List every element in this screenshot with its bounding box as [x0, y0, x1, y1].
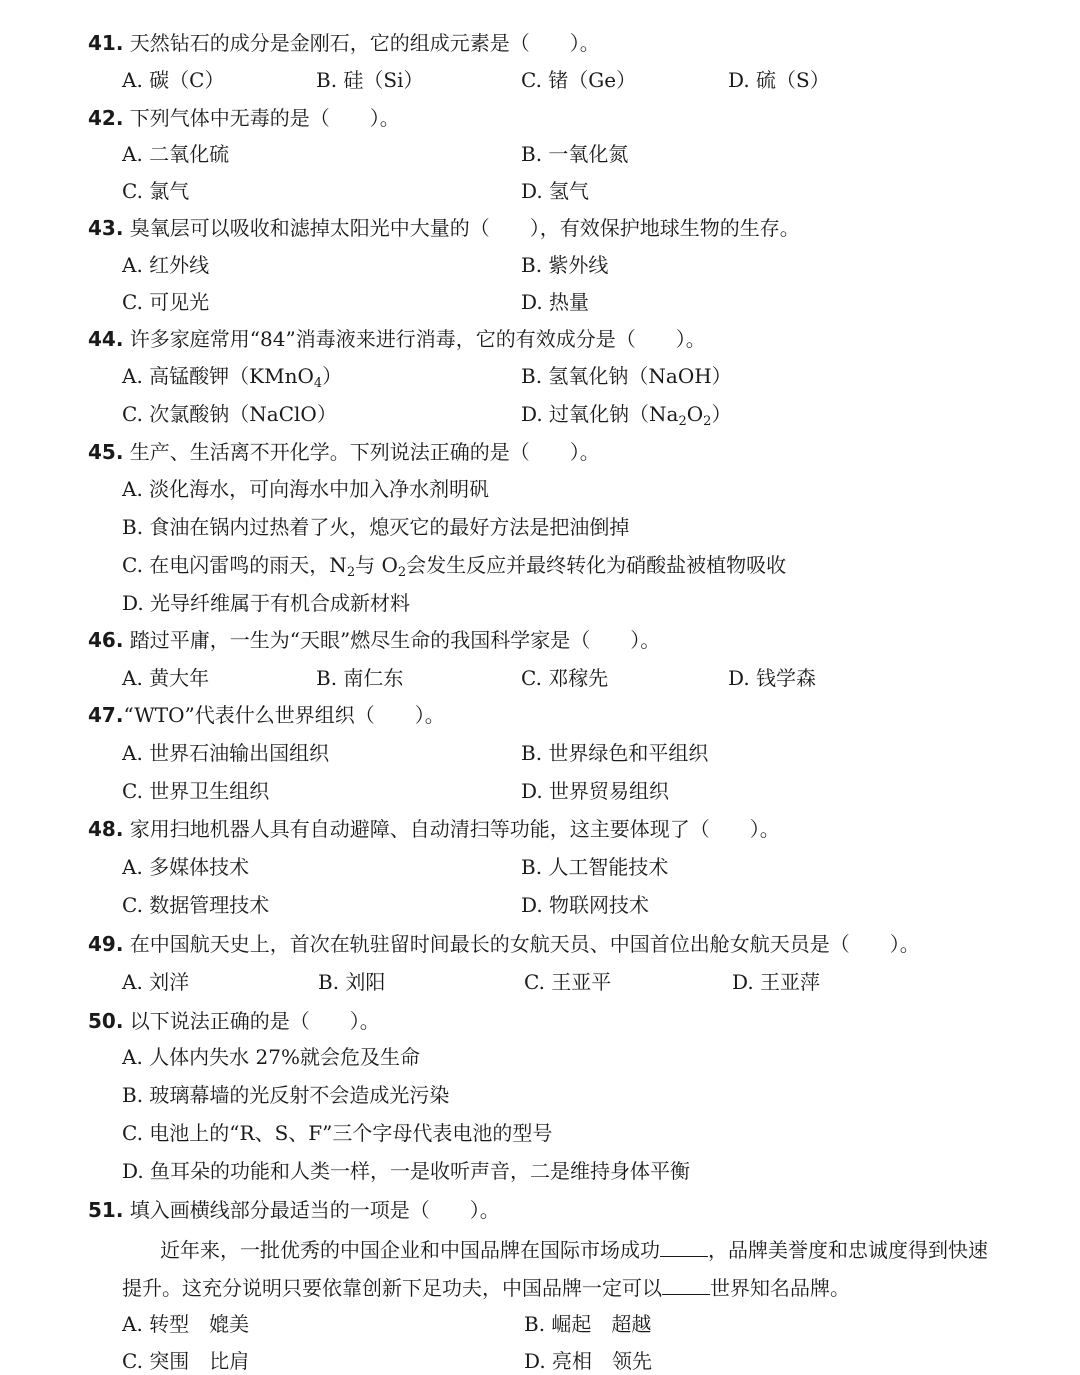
- subscript: 2: [397, 565, 407, 580]
- subscript: 2: [346, 565, 356, 580]
- option: A. 世界石油输出国组织: [122, 741, 330, 765]
- question-47-stem: [88, 701, 445, 729]
- option: B. 紫外线: [521, 253, 609, 277]
- option-text: ）: [322, 364, 343, 388]
- passage-line-2: [122, 1274, 850, 1302]
- question-44-stem: [88, 325, 706, 353]
- question-46-stem: [88, 626, 660, 654]
- question-number: 46.: [88, 628, 124, 652]
- option: D. 钱学森: [728, 666, 817, 690]
- option: C. 世界卫生组织: [122, 779, 270, 803]
- question-41-stem: [88, 29, 600, 57]
- option: C. 氯气: [122, 179, 190, 203]
- question-45-stem: [88, 438, 600, 466]
- subscript: 2: [703, 414, 712, 429]
- subscript: 2: [678, 414, 687, 429]
- question-text: 许多家庭常用“84”消毒液来进行消毒，它的有效成分是（ ）。: [129, 327, 706, 351]
- option: D. 硫（S）: [728, 68, 830, 92]
- question-number: 45.: [88, 440, 124, 464]
- question-text: 家用扫地机器人具有自动避障、自动清扫等功能，这主要体现了（ ）。: [129, 817, 780, 841]
- question-number: 41.: [88, 31, 124, 55]
- question-number: 50.: [88, 1009, 124, 1033]
- option: B. 人工智能技术: [521, 855, 669, 879]
- option: B. 南仁东: [316, 666, 404, 690]
- fill-blank[interactable]: [662, 1276, 710, 1295]
- option: B. 氢氧化钠（NaOH）: [521, 364, 732, 388]
- option: [521, 400, 731, 436]
- option: A. 二氧化硫: [122, 142, 230, 166]
- option: D. 物联网技术: [521, 893, 650, 917]
- option: B. 世界绿色和平组织: [521, 741, 709, 765]
- option: C. 次氯酸钠（NaClO）: [122, 402, 337, 426]
- option: A. 红外线: [122, 253, 210, 277]
- question-51-stem: [88, 1196, 500, 1224]
- option: A. 刘洋: [122, 970, 190, 994]
- passage-text: ，品牌美誉度和忠诚度得到快速: [708, 1238, 988, 1262]
- option: D. 鱼耳朵的功能和人类一样，一是收听声音，二是维持身体平衡: [122, 1159, 691, 1183]
- passage-text: 提升。这充分说明只要依靠创新下足功夫，中国品牌一定可以: [122, 1276, 662, 1300]
- option: A. 黄大年: [122, 666, 210, 690]
- passage-text: 近年来，一批优秀的中国企业和中国品牌在国际市场成功: [160, 1238, 660, 1262]
- option: D. 热量: [521, 290, 590, 314]
- option: C. 王亚平: [524, 970, 612, 994]
- passage-line-1: [160, 1236, 988, 1264]
- option: A. 人体内失水 27%就会危及生命: [122, 1045, 420, 1069]
- passage-text: 世界知名品牌。: [710, 1276, 850, 1300]
- question-49-stem: [88, 930, 920, 958]
- question-text: 在中国航天史上，首次在轨驻留时间最长的女航天员、中国首位出舱女航天员是（ ）。: [129, 932, 920, 956]
- option-text: A. 高锰酸钾（KMnO: [122, 364, 314, 388]
- question-42-stem: [88, 104, 400, 132]
- option: A. 转型 媲美: [122, 1312, 250, 1336]
- option: A. 多媒体技术: [122, 855, 250, 879]
- question-number: 44.: [88, 327, 124, 351]
- option-text: 会发生反应并最终转化为硝酸盐被植物吸收: [406, 553, 787, 577]
- option: [122, 362, 342, 398]
- option: C. 突围 比肩: [122, 1349, 250, 1373]
- fill-blank[interactable]: [660, 1238, 708, 1257]
- option: B. 崛起 超越: [524, 1312, 652, 1336]
- option-text: D. 过氧化钠（Na: [521, 402, 679, 426]
- question-text: 填入画横线部分最适当的一项是（ ）。: [129, 1198, 500, 1222]
- question-text: 臭氧层可以吸收和滤掉太阳光中大量的（ ），有效保护地球生物的生存。: [129, 216, 800, 240]
- question-text: 生产、生活离不开化学。下列说法正确的是（ ）。: [129, 440, 600, 464]
- option: B. 硅（Si）: [316, 68, 424, 92]
- option: C. 电池上的“R、S、F”三个字母代表电池的型号: [122, 1121, 553, 1145]
- option: B. 刘阳: [318, 970, 386, 994]
- question-number: 47.: [88, 703, 124, 727]
- question-text: “WTO”代表什么世界组织（ ）。: [123, 703, 445, 727]
- option-text: O: [686, 402, 704, 426]
- option: D. 王亚萍: [732, 970, 821, 994]
- question-number: 51.: [88, 1198, 124, 1222]
- option: C. 数据管理技术: [122, 893, 270, 917]
- question-number: 42.: [88, 106, 124, 130]
- option: [122, 551, 786, 587]
- question-text: 下列气体中无毒的是（ ）。: [129, 106, 400, 130]
- question-48-stem: [88, 815, 780, 843]
- option: D. 光导纤维属于有机合成新材料: [122, 591, 411, 615]
- question-number: 48.: [88, 817, 124, 841]
- option: B. 玻璃幕墙的光反射不会造成光污染: [122, 1083, 450, 1107]
- option: C. 锗（Ge）: [521, 68, 637, 92]
- question-43-stem: [88, 214, 800, 242]
- option-text: ）: [711, 402, 732, 426]
- option: D. 氢气: [521, 179, 590, 203]
- option: B. 一氧化氮: [521, 142, 629, 166]
- question-text: 以下说法正确的是（ ）。: [129, 1009, 380, 1033]
- subscript: 4: [313, 376, 323, 391]
- option: C. 可见光: [122, 290, 210, 314]
- question-number: 49.: [88, 932, 124, 956]
- option: A. 淡化海水，可向海水中加入净水剂明矾: [122, 477, 490, 501]
- option-text: C. 在电闪雷鸣的雨天，N: [122, 553, 347, 577]
- option: D. 亮相 领先: [524, 1349, 653, 1373]
- question-text: 踏过平庸，一生为“天眼”燃尽生命的我国科学家是（ ）。: [129, 628, 661, 652]
- option: C. 邓稼先: [521, 666, 609, 690]
- option: A. 碳（C）: [122, 68, 225, 92]
- question-text: 天然钻石的成分是金刚石，它的组成元素是（ ）。: [129, 31, 600, 55]
- question-number: 43.: [88, 216, 124, 240]
- option-text: 与 O: [355, 553, 398, 577]
- option: B. 食油在锅内过热着了火，熄灭它的最好方法是把油倒掉: [122, 515, 630, 539]
- question-50-stem: [88, 1007, 380, 1035]
- option: D. 世界贸易组织: [521, 779, 670, 803]
